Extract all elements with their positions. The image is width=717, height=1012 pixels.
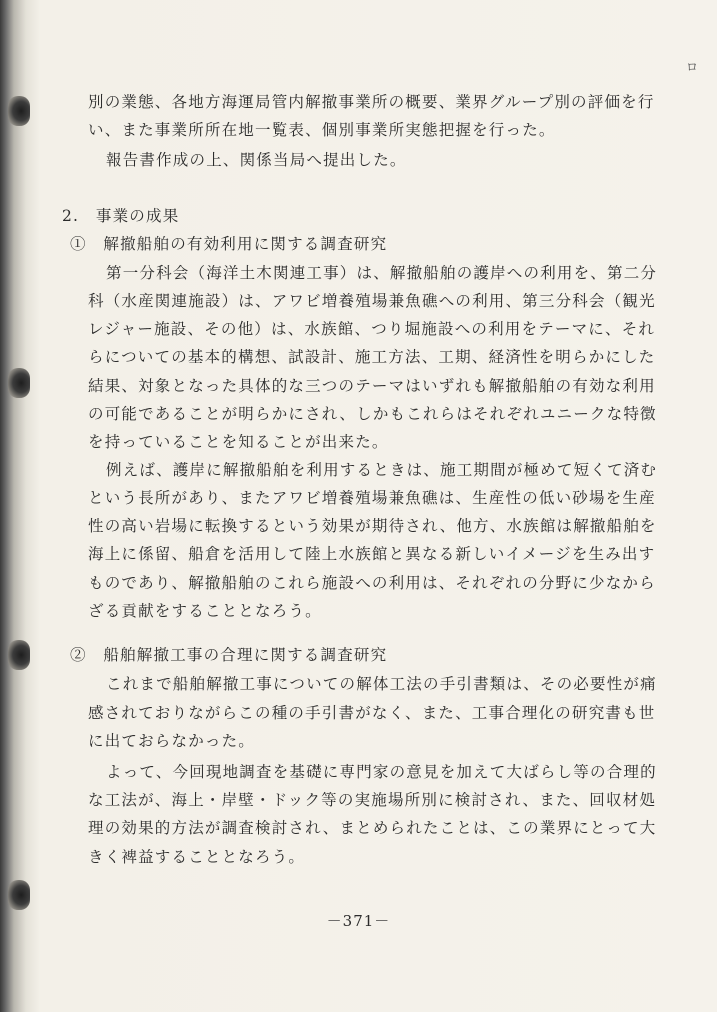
text-line: ものであり、解撤船舶のこれら施設への利用は、それぞれの分野に少なから (88, 574, 656, 592)
text-line: 報告書作成の上、関係当局へ提出した。 (106, 151, 407, 169)
text-line: 第一分科会（海洋土木関連工事）は、解撤船舶の護岸への利用を、第二分 (106, 264, 658, 282)
binding-hole-3 (8, 640, 30, 670)
text-line: い、また事業所所在地一覧表、個別事業所実態把握を行った。 (88, 121, 556, 139)
text-line: 感されておりながらこの種の手引書がなく、また、工事合理化の研究書も世 (88, 704, 656, 722)
text-line: 結果、対象となった具体的な三つのテーマはいずれも解撤船舶の有効な利用 (88, 377, 656, 395)
binding-hole-1 (8, 96, 30, 126)
text-line: という長所があり、またアワビ増養殖場兼魚礁は、生産性の低い砂場を生産 (88, 489, 656, 507)
text-line: に出ておらなかった。 (88, 732, 256, 750)
text-line: 性の高い岩場に転換するという効果が期待され、他方、水族館は解撤船舶を (88, 517, 657, 535)
text-line: 別の業態、各地方海運局管内解撤事業所の概要、業界グループ別の評価を行 (88, 93, 655, 111)
text-line: を持っていることを知ることが出来た。 (88, 433, 389, 451)
text-line: らについての基本的構想、試設計、施工方法、工期、経済性を明らかにした (88, 348, 656, 366)
text-line: きく裨益することとなろう。 (88, 848, 306, 866)
text-line: ざる貢献をすることとなろう。 (88, 602, 322, 620)
text-line: の可能であることが明らかにされ、しかもこれらはそれぞれユニークな特徴 (88, 405, 657, 423)
section-heading: 2. 事業の成果 (62, 207, 180, 225)
text-line: 例えば、護岸に解撤船舶を利用するときは、施工期間が極めて短くて済む (106, 461, 658, 479)
page-number: －371－ (326, 912, 391, 930)
text-line: よって、今回現地調査を基礎に専門家の意見を加えて大ばらし等の合理的 (106, 763, 657, 781)
subsection-heading: ② 船舶解撤工事の合理に関する調査研究 (70, 646, 388, 664)
text-line: 科（水産関連施設）は、アワビ増養殖場兼魚礁への利用、第三分科会（観光 (88, 292, 656, 310)
text-line: 理の効果的方法が調査検討され、まとめられたことは、この業界にとって大 (88, 819, 657, 837)
text-line: な工法が、海上・岸壁・ドック等の実施場所別に検討され、また、回収材処 (88, 791, 657, 809)
binding-hole-2 (8, 368, 30, 398)
text-line: 海上に係留、船倉を活用して陸上水族館と異なる新しいイメージを生み出す (88, 545, 656, 563)
corner-mark: ロ (686, 60, 699, 74)
subsection-heading: ① 解撤船舶の有効利用に関する調査研究 (70, 235, 388, 253)
binding-hole-4 (8, 880, 30, 910)
text-line: これまで船舶解撤工事についての解体工法の手引書類は、その必要性が痛 (106, 675, 657, 693)
text-line: レジャー施設、その他）は、水族館、つり堀施設への利用をテーマに、それ (88, 320, 656, 338)
